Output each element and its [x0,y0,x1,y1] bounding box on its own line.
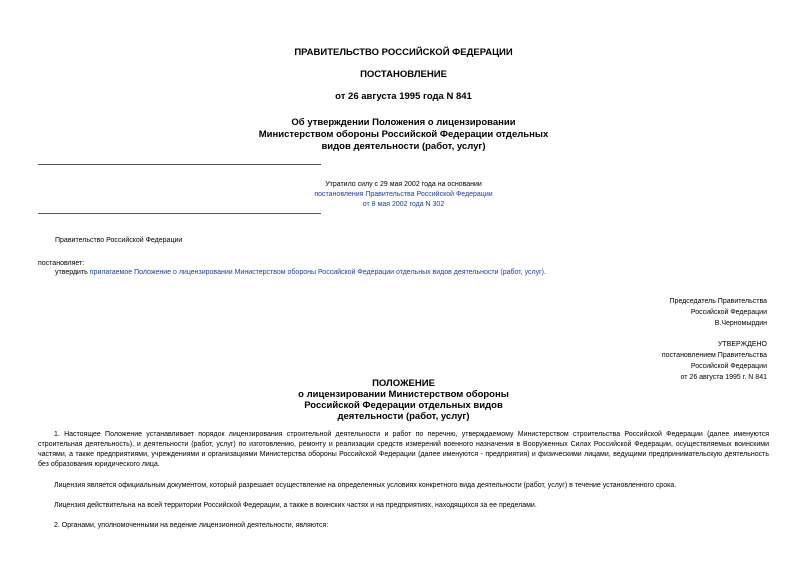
revocation-link-line2[interactable]: постановления Правительства Российской Федерации [314,191,493,198]
doc-type-heading: ПОСТАНОВЛЕНИЕ [360,69,447,80]
doc-title-line1: Об утверждении Положения о лицензировании [291,117,516,128]
government-heading: ПРАВИТЕЛЬСТВО РОССИЙСКОЙ ФЕДЕРАЦИИ [294,47,513,58]
approve-suffix: . [544,269,546,276]
revocation-line1: Утратило силу с 29 мая 2002 года на основании [325,181,482,188]
doc-title-line2: Министерством обороны Российской Федерации отдельных [258,129,549,140]
regulation-subtitle3: деятельности (работ, услуг) [337,411,470,422]
approved-block [662,339,767,383]
signature-block [670,296,767,329]
approved-line4: от 26 августа 1995 г. N 841 [680,374,767,381]
date-number-heading: от 26 августа 1995 года N 841 [335,91,472,102]
signature-line1: Председатель Правительства [669,298,767,305]
government-text: Правительство Российской Федерации [55,237,183,244]
approve-prefix: утвердить [55,269,90,276]
signature-line3: В.Черномырдин [714,320,767,327]
regulation-subtitle2: Российской Федерации отдельных видов [304,400,503,411]
approve-sentence [55,268,546,278]
regulation-title: ПОЛОЖЕНИЕ [372,378,435,389]
signature-line2: Российской Федерации [690,309,767,316]
divider-bottom [38,213,321,214]
approved-line2: постановлением Правительства [661,352,767,359]
regulation-link[interactable]: прилагаемое Положение о лицензировании Министерством обороны Российской Федерации отдельных видов деятельности (работ, услуг) [89,269,544,276]
regulation-subtitle1: о лицензировании Министерством обороны [298,389,509,400]
paragraph-1: 1. Настоящее Положение устанавливает порядок лицензирования строительной деятельности и работ по перечню, утверждаемому Министерством строительства Российской Федерации (далее именуются строительная деятельность), и деятельности (работ, услуг) по изготовлению, ремонту и реализации средств измерений военного назначения в Вооруженных Силах Российской Федерации, осуществляемых воинскими частями, а также предприятиями, учреждениями и организациями Министерства обороны Российской Федерации (далее именуются - предприятия) и физическими лицами, ведущими предпринимательскую деятельность без образования юридического лица. [38,431,769,468]
revocation-link-line3[interactable]: от 8 мая 2002 года N 302 [362,201,445,208]
divider-top [38,164,321,165]
doc-title-line3: видов деятельности (работ, услуг) [321,141,486,152]
approved-line1: УТВЕРЖДЕНО [717,341,767,348]
paragraph-4: 2. Органами, уполномоченными на ведение лицензионной деятельности, являются: [54,522,329,529]
paragraph-2: Лицензия является официальным документом, который разрешает осуществление на определенных условиях конкретного вида деятельности (работ, услуг) в течение установленного срока. [54,482,677,489]
decrees-text: постановляет: [38,260,85,267]
paragraph-3: Лицензия действительна на всей территории Российской Федерации, а также в воинских частях и на предприятиях, находящихся за ее пределами. [54,502,537,509]
approved-line3: Российской Федерации [690,363,767,370]
